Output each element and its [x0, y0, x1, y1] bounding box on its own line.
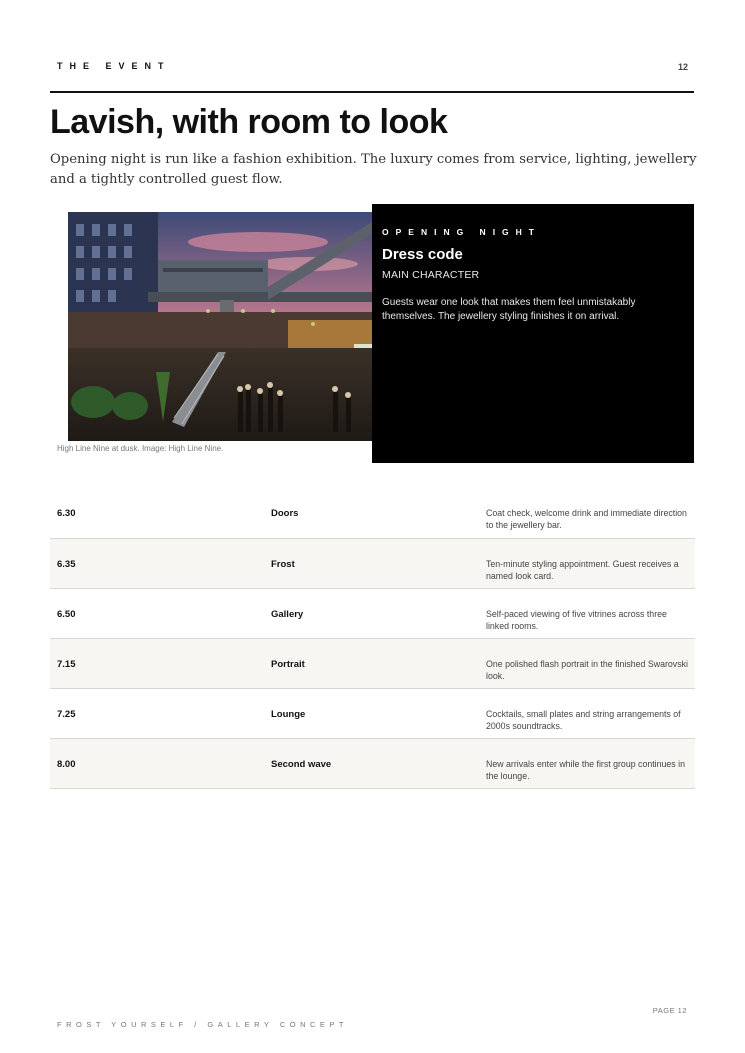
- footer-brand: FROST YOURSELF / GALLERY CONCEPT: [57, 1020, 348, 1029]
- schedule-desc: Cocktails, small plates and string arrangements of 2000s soundtracks.: [486, 709, 681, 731]
- schedule-desc: Coat check, welcome drink and immediate direction to the jewellery bar.: [486, 508, 687, 530]
- schedule-desc: One polished flash portrait in the finished Swarovski look.: [486, 659, 688, 681]
- schedule-row: [50, 488, 695, 538]
- schedule-name: Frost: [271, 559, 295, 570]
- schedule-name: Gallery: [271, 609, 304, 620]
- photo-caption: High Line Nine at dusk. Image: High Line Nine.: [57, 444, 224, 453]
- schedule-desc: New arrivals enter while the first group continues in the lounge.: [486, 759, 685, 781]
- schedule-name: Doors: [271, 508, 299, 519]
- schedule-time: 6.50: [57, 609, 76, 620]
- dress-code-panel: [372, 204, 694, 463]
- schedule-time: 6.30: [57, 508, 76, 519]
- lede-paragraph: Opening night is run like a fashion exhibition. The luxury comes from service, lighting, jewellery and a tightly controlled guest flow.: [50, 152, 697, 187]
- panel-body: Guests wear one look that makes them feel unmistakably themselves. The jewellery styling finishes it on arrival.: [382, 297, 636, 322]
- schedule-row: [50, 638, 695, 688]
- panel-heading: Dress code: [382, 246, 463, 263]
- schedule-table: [50, 488, 695, 789]
- schedule-name: Lounge: [271, 709, 306, 720]
- venue-photo: [68, 212, 372, 441]
- schedule-row: [50, 588, 695, 638]
- schedule-desc: Self-paced viewing of five vitrines across three linked rooms.: [486, 609, 667, 631]
- page-number: 12: [677, 62, 688, 72]
- schedule-name: Portrait: [271, 659, 305, 670]
- header-rule: [50, 91, 694, 93]
- panel-subheading: MAIN CHARACTER: [382, 269, 480, 281]
- panel-kicker: OPENING NIGHT: [382, 227, 542, 237]
- schedule-time: 7.15: [57, 659, 76, 670]
- footer-page-label: PAGE 12: [652, 1006, 687, 1015]
- schedule-row: [50, 738, 695, 788]
- schedule-row: [50, 538, 695, 588]
- schedule-name: Second wave: [271, 759, 332, 770]
- schedule-row: [50, 688, 695, 738]
- page-title: Lavish, with room to look: [50, 103, 448, 141]
- schedule-desc: Ten-minute styling appointment. Guest receives a named look card.: [486, 559, 679, 581]
- schedule-time: 7.25: [57, 709, 76, 720]
- schedule-time: 8.00: [57, 759, 76, 770]
- schedule-time: 6.35: [57, 559, 76, 570]
- section-kicker: THE EVENT: [57, 61, 171, 71]
